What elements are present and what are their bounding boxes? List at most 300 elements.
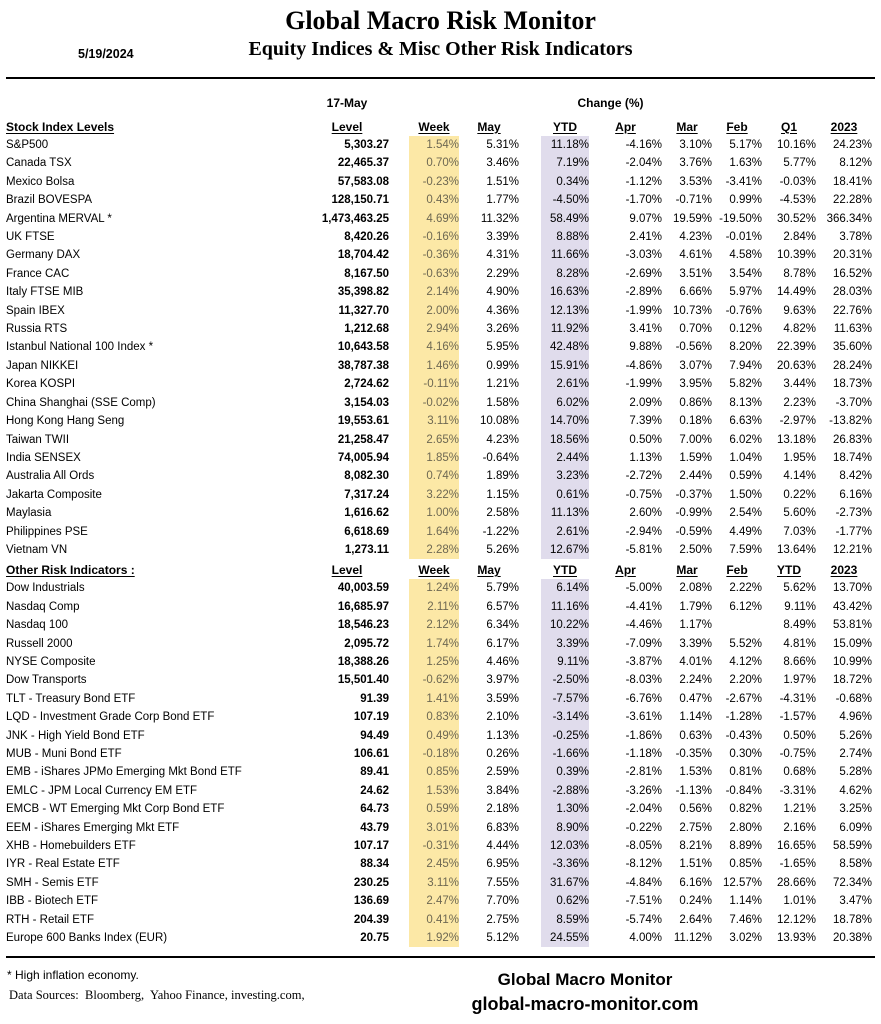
cell-apr: -5.81% bbox=[625, 543, 662, 556]
asof-date-label: 17-May bbox=[326, 95, 368, 110]
col-header-feb: Feb bbox=[726, 119, 748, 134]
cell-ytd: 12.67% bbox=[541, 541, 589, 559]
cell-q1: 2.23% bbox=[783, 396, 816, 409]
cell-feb: 2.20% bbox=[729, 674, 762, 687]
cell-feb: 3.54% bbox=[729, 267, 762, 280]
cell-feb: 6.63% bbox=[729, 415, 762, 428]
col-gap bbox=[519, 210, 541, 228]
cell-2023: 4.62% bbox=[839, 784, 872, 797]
report-subtitle: Equity Indices & Misc Other Risk Indicators bbox=[248, 38, 633, 60]
cell-ytd: 11.92% bbox=[541, 320, 589, 338]
cell-mar: 10.73% bbox=[672, 304, 712, 317]
report-title: Global Macro Risk Monitor bbox=[285, 6, 596, 35]
cell-may: 7.55% bbox=[486, 876, 519, 889]
cell-ytd: -7.57% bbox=[541, 690, 589, 708]
cell-may: 1.13% bbox=[486, 729, 519, 742]
table-row bbox=[6, 541, 872, 559]
col-gap bbox=[519, 320, 541, 338]
cell-apr: -2.72% bbox=[625, 470, 662, 483]
cell-feb: 1.50% bbox=[729, 488, 762, 501]
cell-week: 2.65% bbox=[409, 431, 459, 449]
cell-2023: 15.09% bbox=[832, 637, 872, 650]
cell-apr: -5.00% bbox=[625, 582, 662, 595]
row-label: S&P500 bbox=[6, 139, 49, 151]
cell-2023: 18.72% bbox=[832, 674, 872, 687]
cell-level: 16,685.97 bbox=[337, 600, 389, 613]
cell-q1: -4.31% bbox=[779, 692, 816, 705]
cell-ytd: 0.34% bbox=[541, 173, 589, 191]
cell-mar: 8.21% bbox=[679, 840, 712, 853]
cell-2023: 3.47% bbox=[839, 895, 872, 908]
table-row bbox=[6, 874, 872, 892]
cell-q1: 5.62% bbox=[783, 582, 816, 595]
col-gap bbox=[519, 283, 541, 301]
row-label: China Shanghai (SSE Comp) bbox=[6, 396, 156, 409]
cell-feb: 0.12% bbox=[729, 323, 762, 336]
table-row bbox=[6, 228, 872, 246]
col-gap bbox=[519, 800, 541, 818]
col-gap bbox=[389, 763, 409, 781]
cell-q1: 5.60% bbox=[783, 507, 816, 520]
cell-level: 88.34 bbox=[360, 858, 389, 871]
cell-mar: 0.24% bbox=[679, 895, 712, 908]
cell-may: 1.51% bbox=[486, 175, 519, 188]
table-row bbox=[6, 283, 872, 301]
cell-week: -0.16% bbox=[409, 228, 459, 246]
cell-q1: 9.63% bbox=[783, 304, 816, 317]
col-gap bbox=[389, 265, 409, 283]
cell-ytd: -3.36% bbox=[541, 855, 589, 873]
stock-index-rows bbox=[6, 136, 872, 559]
cell-feb: 5.82% bbox=[729, 378, 762, 391]
cell-q1: 4.82% bbox=[783, 323, 816, 336]
cell-ytd: 24.55% bbox=[541, 929, 589, 947]
cell-q1: -0.03% bbox=[779, 175, 816, 188]
col-header-apr-2: Apr bbox=[615, 562, 636, 577]
cell-may: 10.08% bbox=[479, 415, 519, 428]
row-label: France CAC bbox=[6, 267, 70, 280]
cell-q1: 13.64% bbox=[776, 543, 816, 556]
cell-week: 0.41% bbox=[409, 911, 459, 929]
cell-q1: 14.49% bbox=[776, 286, 816, 299]
col-gap bbox=[519, 504, 541, 522]
col-gap bbox=[389, 412, 409, 430]
cell-2023: 5.28% bbox=[839, 766, 872, 779]
cell-2023: 5.26% bbox=[839, 729, 872, 742]
cell-mar: -0.56% bbox=[675, 341, 712, 354]
cell-may: -1.22% bbox=[482, 525, 519, 538]
table-row bbox=[6, 819, 872, 837]
row-label: Dow Transports bbox=[6, 674, 87, 687]
cell-may: 3.46% bbox=[486, 157, 519, 170]
cell-q1: 8.49% bbox=[783, 619, 816, 632]
col-gap bbox=[389, 210, 409, 228]
cell-feb: -19.50% bbox=[719, 212, 762, 225]
cell-q1: 4.14% bbox=[783, 470, 816, 483]
cell-level: 230.25 bbox=[353, 876, 389, 889]
col-gap bbox=[519, 727, 541, 745]
cell-week: 1.85% bbox=[409, 449, 459, 467]
cell-feb: 7.46% bbox=[729, 913, 762, 926]
cell-week: 2.12% bbox=[409, 616, 459, 634]
cell-apr: 1.13% bbox=[629, 451, 662, 464]
cell-week: -0.02% bbox=[409, 394, 459, 412]
cell-mar: 6.66% bbox=[679, 286, 712, 299]
col-gap bbox=[519, 745, 541, 763]
row-label: Japan NIKKEI bbox=[6, 359, 79, 372]
cell-mar: 11.12% bbox=[673, 932, 712, 945]
col-gap bbox=[519, 228, 541, 246]
cell-apr: -0.75% bbox=[625, 488, 662, 501]
cell-level: 22,465.37 bbox=[337, 157, 389, 170]
row-label: Hong Kong Hang Seng bbox=[6, 415, 125, 428]
col-header-apr: Apr bbox=[615, 119, 636, 134]
cell-2023: -13.82% bbox=[829, 415, 872, 428]
cell-2023: 18.74% bbox=[832, 451, 872, 464]
cell-feb: 12.57% bbox=[722, 876, 762, 889]
cell-week: 1.92% bbox=[409, 929, 459, 947]
cell-apr: 2.41% bbox=[629, 231, 662, 244]
cell-week: -0.63% bbox=[409, 265, 459, 283]
cell-feb: -1.28% bbox=[725, 711, 762, 724]
cell-q1: 5.77% bbox=[783, 157, 816, 170]
col-header-may: May bbox=[477, 119, 501, 134]
cell-apr: 4.00% bbox=[629, 932, 662, 945]
row-label: EMB - iShares JPMo Emerging Mkt Bond ETF bbox=[6, 766, 242, 779]
cell-may: 1.77% bbox=[486, 194, 519, 207]
row-label: Australia All Ords bbox=[6, 470, 95, 483]
cell-q1: 0.50% bbox=[783, 729, 816, 742]
table-row bbox=[6, 782, 872, 800]
col-gap bbox=[519, 855, 541, 873]
cell-week: 2.94% bbox=[409, 320, 459, 338]
cell-feb: 0.82% bbox=[729, 803, 762, 816]
col-gap bbox=[389, 579, 409, 597]
col-gap bbox=[519, 486, 541, 504]
cell-q1: -2.97% bbox=[779, 415, 816, 428]
cell-q1: 22.39% bbox=[776, 341, 816, 354]
cell-q1: 13.18% bbox=[776, 433, 816, 446]
cell-apr: -4.16% bbox=[625, 139, 662, 151]
cell-mar: 2.64% bbox=[679, 913, 712, 926]
cell-week: 3.01% bbox=[409, 819, 459, 837]
cell-may: 5.95% bbox=[486, 341, 519, 354]
cell-may: 6.83% bbox=[486, 821, 519, 834]
cell-2023: 11.63% bbox=[833, 323, 872, 336]
col-gap bbox=[519, 929, 541, 947]
cell-level: 6,618.69 bbox=[344, 525, 389, 538]
col-gap bbox=[519, 763, 541, 781]
cell-ytd: 0.62% bbox=[541, 892, 589, 910]
cell-level: 8,082.30 bbox=[344, 470, 389, 483]
row-label: Vietnam VN bbox=[6, 543, 68, 556]
cell-feb: -0.43% bbox=[725, 729, 762, 742]
cell-ytd: 8.88% bbox=[541, 228, 589, 246]
change-pct-label: Change (%) bbox=[577, 95, 644, 110]
cell-may: 3.39% bbox=[486, 231, 519, 244]
col-gap bbox=[389, 708, 409, 726]
row-label: MUB - Muni Bond ETF bbox=[6, 748, 122, 760]
cell-feb: 7.59% bbox=[729, 543, 762, 556]
col-gap bbox=[389, 338, 409, 356]
row-label: Istanbul National 100 Index * bbox=[6, 341, 154, 354]
cell-may: 5.26% bbox=[486, 543, 519, 556]
col-gap bbox=[519, 598, 541, 616]
cell-q1: 10.16% bbox=[776, 139, 816, 151]
col-gap bbox=[389, 302, 409, 320]
cell-week: 2.28% bbox=[409, 541, 459, 559]
cell-week: 3.22% bbox=[409, 486, 459, 504]
table-row bbox=[6, 763, 872, 781]
cell-apr: -8.05% bbox=[625, 840, 662, 853]
col-header-2023-2: 2023 bbox=[830, 562, 858, 577]
cell-q1: -1.57% bbox=[779, 711, 816, 724]
row-label: EEM - iShares Emerging Mkt ETF bbox=[6, 821, 180, 834]
cell-week: 1.00% bbox=[409, 504, 459, 522]
cell-feb: 7.94% bbox=[729, 359, 762, 372]
cell-q1: -1.65% bbox=[779, 858, 816, 871]
cell-feb: 5.52% bbox=[729, 637, 762, 650]
cell-apr: -2.94% bbox=[625, 525, 662, 538]
cell-level: 91.39 bbox=[360, 692, 389, 705]
row-label: Maylasia bbox=[6, 507, 52, 520]
cell-2023: 22.28% bbox=[832, 194, 872, 207]
col-gap bbox=[389, 837, 409, 855]
cell-may: 1.89% bbox=[486, 470, 519, 483]
cell-2023: 18.78% bbox=[832, 913, 872, 926]
row-label: IYR - Real Estate ETF bbox=[6, 858, 120, 871]
section2-title: Other Risk Indicators : bbox=[6, 562, 135, 577]
cell-may: 2.75% bbox=[486, 913, 519, 926]
col-gap bbox=[519, 541, 541, 559]
cell-mar: 1.53% bbox=[679, 766, 712, 779]
cell-week: 1.41% bbox=[409, 690, 459, 708]
row-label: Korea KOSPI bbox=[6, 378, 76, 391]
cell-2023: 26.83% bbox=[832, 433, 872, 446]
cell-apr: -5.74% bbox=[625, 913, 662, 926]
cell-feb: 1.04% bbox=[729, 451, 762, 464]
cell-ytd: 11.16% bbox=[541, 598, 589, 616]
cell-week: 0.49% bbox=[409, 727, 459, 745]
cell-feb: 2.54% bbox=[729, 507, 762, 520]
data-sources: Data Sources: Bloomberg, Yahoo Finance, investing.com, bbox=[9, 988, 305, 1002]
row-label: RTH - Retail ETF bbox=[6, 913, 94, 926]
cell-level: 8,167.50 bbox=[344, 267, 389, 280]
cell-apr: -2.04% bbox=[625, 803, 662, 816]
table-row bbox=[6, 320, 872, 338]
cell-apr: -1.86% bbox=[625, 729, 662, 742]
cell-level: 18,704.42 bbox=[337, 249, 389, 262]
stock-index-section bbox=[6, 85, 872, 136]
other-risk-section bbox=[6, 559, 872, 579]
cell-level: 2,095.72 bbox=[344, 637, 389, 650]
cell-level: 43.79 bbox=[360, 821, 389, 834]
table-row bbox=[6, 653, 872, 671]
cell-mar: 1.14% bbox=[679, 711, 712, 724]
row-label: NYSE Composite bbox=[6, 655, 96, 668]
cell-q1: 1.95% bbox=[783, 451, 816, 464]
col-gap bbox=[389, 154, 409, 172]
cell-mar: 1.17% bbox=[679, 619, 712, 632]
row-label: EMLC - JPM Local Currency EM ETF bbox=[6, 784, 198, 797]
table-row bbox=[6, 579, 872, 597]
cell-mar: 3.53% bbox=[679, 175, 712, 188]
table-row bbox=[6, 911, 872, 929]
cell-week: 1.25% bbox=[409, 653, 459, 671]
col-gap bbox=[519, 154, 541, 172]
cell-ytd: 2.44% bbox=[541, 449, 589, 467]
cell-feb: 0.99% bbox=[729, 194, 762, 207]
col-gap bbox=[389, 653, 409, 671]
cell-2023: 28.24% bbox=[832, 359, 872, 372]
cell-level: 204.39 bbox=[353, 913, 389, 926]
cell-week: 1.64% bbox=[409, 523, 459, 541]
col-header-2023: 2023 bbox=[830, 119, 858, 134]
col-header-level-2: Level bbox=[331, 562, 363, 577]
col-gap bbox=[389, 136, 409, 154]
cell-feb: 5.17% bbox=[729, 139, 762, 151]
cell-may: 4.31% bbox=[486, 249, 519, 262]
col-gap bbox=[389, 357, 409, 375]
cell-week: -0.36% bbox=[409, 246, 459, 264]
cell-ytd: 0.39% bbox=[541, 763, 589, 781]
inflation-footnote: * High inflation economy. bbox=[7, 968, 139, 982]
cell-q1: 20.63% bbox=[776, 359, 816, 372]
cell-apr: -3.26% bbox=[625, 784, 662, 797]
cell-level: 3,154.03 bbox=[344, 396, 389, 409]
cell-may: 4.44% bbox=[486, 840, 519, 853]
col-gap bbox=[389, 504, 409, 522]
cell-mar: 0.70% bbox=[679, 323, 712, 336]
cell-mar: 3.10% bbox=[679, 139, 712, 151]
cell-ytd: 31.67% bbox=[541, 874, 589, 892]
cell-ytd: 12.03% bbox=[541, 837, 589, 855]
cell-mar: 1.51% bbox=[679, 858, 712, 871]
cell-apr: 9.88% bbox=[629, 341, 662, 354]
cell-level: 94.49 bbox=[360, 729, 389, 742]
row-label: Argentina MERVAL * bbox=[6, 212, 112, 225]
cell-apr: 2.60% bbox=[629, 507, 662, 520]
col-header-may-2: May bbox=[477, 562, 501, 577]
cell-ytd: 2.61% bbox=[541, 375, 589, 393]
cell-2023: 366.34% bbox=[826, 212, 872, 225]
col-header-ytd2-2: YTD bbox=[777, 562, 801, 577]
cell-q1: -4.53% bbox=[779, 194, 816, 207]
col-header-ytd-2: YTD bbox=[553, 562, 577, 577]
col-gap bbox=[519, 523, 541, 541]
cell-week: -0.62% bbox=[409, 671, 459, 689]
stock-index-header-row bbox=[6, 112, 872, 136]
cell-q1: 2.16% bbox=[783, 821, 816, 834]
cell-feb: 8.13% bbox=[729, 396, 762, 409]
cell-week: 4.16% bbox=[409, 338, 459, 356]
cell-apr: 3.41% bbox=[629, 323, 662, 336]
row-label: TLT - Treasury Bond ETF bbox=[6, 692, 136, 705]
cell-may: 1.21% bbox=[486, 378, 519, 391]
cell-2023: 28.03% bbox=[832, 286, 872, 299]
cell-q1: -0.75% bbox=[779, 748, 816, 760]
cell-level: 24.62 bbox=[360, 784, 389, 797]
table-row bbox=[6, 394, 872, 412]
row-label: EMCB - WT Emerging Mkt Corp Bond ETF bbox=[6, 803, 225, 816]
col-header-mar-2: Mar bbox=[676, 562, 698, 577]
cell-ytd: 7.19% bbox=[541, 154, 589, 172]
col-gap bbox=[519, 265, 541, 283]
col-gap bbox=[389, 523, 409, 541]
cell-level: 20.75 bbox=[360, 932, 389, 945]
col-gap bbox=[389, 467, 409, 485]
cell-q1: 8.66% bbox=[783, 655, 816, 668]
cell-may: 6.95% bbox=[486, 858, 519, 871]
cell-ytd: -4.50% bbox=[541, 191, 589, 209]
cell-q1: -3.31% bbox=[779, 784, 816, 797]
table-row bbox=[6, 616, 872, 634]
cell-apr: -2.81% bbox=[625, 766, 662, 779]
cell-mar: -0.59% bbox=[675, 525, 712, 538]
cell-feb: 6.12% bbox=[729, 600, 762, 613]
cell-2023: 3.78% bbox=[839, 231, 872, 244]
col-gap bbox=[519, 874, 541, 892]
cell-ytd: 0.61% bbox=[541, 486, 589, 504]
cell-ytd: 8.59% bbox=[541, 911, 589, 929]
table-row bbox=[6, 523, 872, 541]
row-label: JNK - High Yield Bond ETF bbox=[6, 729, 145, 742]
cell-mar: 4.23% bbox=[679, 231, 712, 244]
row-label: Taiwan TWII bbox=[6, 433, 70, 446]
row-label: Canada TSX bbox=[6, 157, 72, 170]
cell-may: 7.70% bbox=[486, 895, 519, 908]
cell-mar: 6.16% bbox=[679, 876, 712, 889]
col-gap bbox=[389, 690, 409, 708]
cell-mar: -0.35% bbox=[675, 748, 712, 760]
cell-feb: 1.63% bbox=[729, 157, 762, 170]
col-gap bbox=[389, 394, 409, 412]
table-row bbox=[6, 154, 872, 172]
brand-name: Global Macro Monitor bbox=[497, 970, 673, 989]
cell-2023: 18.73% bbox=[832, 378, 872, 391]
cell-may: 2.18% bbox=[486, 803, 519, 816]
cell-may: 0.26% bbox=[486, 748, 519, 760]
cell-may: 4.23% bbox=[486, 433, 519, 446]
cell-week: 2.45% bbox=[409, 855, 459, 873]
col-gap bbox=[389, 320, 409, 338]
cell-ytd: 6.02% bbox=[541, 394, 589, 412]
cell-ytd: -2.88% bbox=[541, 782, 589, 800]
row-label: Russia RTS bbox=[6, 323, 68, 336]
col-gap bbox=[519, 911, 541, 929]
cell-level: 136.69 bbox=[353, 895, 389, 908]
cell-2023: 10.99% bbox=[832, 655, 872, 668]
col-gap bbox=[389, 929, 409, 947]
cell-mar: 2.08% bbox=[679, 582, 712, 595]
cell-apr: 0.50% bbox=[629, 433, 662, 446]
cell-apr: -1.70% bbox=[625, 194, 662, 207]
col-gap bbox=[519, 892, 541, 910]
cell-week: 2.11% bbox=[409, 598, 459, 616]
col-gap bbox=[519, 394, 541, 412]
cell-may: 4.46% bbox=[486, 655, 519, 668]
cell-mar: 0.63% bbox=[679, 729, 712, 742]
col-gap bbox=[519, 357, 541, 375]
cell-level: 40,003.59 bbox=[337, 582, 389, 595]
cell-feb: 0.59% bbox=[729, 470, 762, 483]
col-gap bbox=[519, 690, 541, 708]
risk-monitor-table bbox=[6, 85, 872, 947]
table-row bbox=[6, 338, 872, 356]
cell-may: 2.10% bbox=[486, 711, 519, 724]
row-label: Germany DAX bbox=[6, 249, 81, 262]
cell-apr: -4.46% bbox=[625, 619, 662, 632]
